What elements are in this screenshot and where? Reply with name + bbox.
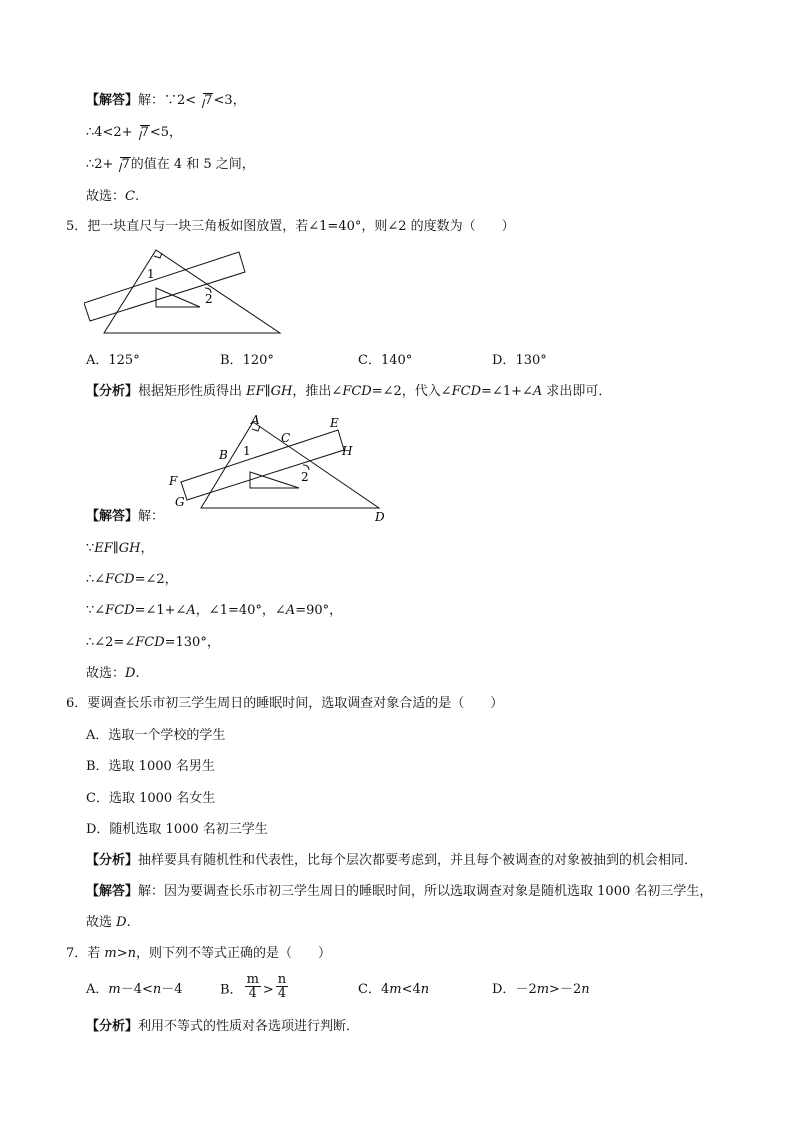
solution-label: 【解答】 — [86, 93, 139, 108]
fraction-n-over-4: $\frac{n}{4}$ — [277, 972, 287, 1001]
q4-choice-line: 故选：C. — [86, 189, 140, 204]
label-A: A — [251, 413, 260, 427]
option-a: A．125° — [86, 353, 140, 368]
math-text: ∵2< — [164, 93, 197, 108]
label-E: E — [330, 416, 339, 430]
analysis-label: 【分析】 — [86, 853, 139, 868]
q5-analysis: 【分析】根据矩形性质得出 EF∥GH，推出∠FCD=∠2，代入∠FCD=∠1+∠A 求出即可． — [86, 384, 612, 399]
solution-label: 【解答】 — [86, 884, 139, 899]
q6-choice-line: 故选 D. — [86, 915, 131, 930]
option-c: C．140° — [358, 353, 413, 368]
sqrt-symbol: 7 — [196, 92, 213, 110]
triangle-inner — [250, 472, 299, 488]
angle2-label: 2 — [301, 470, 309, 484]
label-H: H — [342, 444, 353, 458]
option-b: B． $\frac{m}{4}$ > $\frac{n}{4}$ — [220, 972, 287, 1001]
solution-label: 【解答】 — [86, 509, 139, 524]
q7-analysis: 【分析】利用不等式的性质对各选项进行判断． — [86, 1019, 360, 1034]
option-d: D．130° — [492, 353, 547, 368]
q5-options — [86, 352, 646, 372]
q5-choice-line: 故选：D. — [86, 666, 140, 681]
sqrt-symbol: 7 — [133, 124, 150, 142]
label-C: C — [281, 431, 291, 445]
q4-step-line: ∴4<2+ 7<5， — [86, 125, 183, 140]
angle1-label: 1 — [147, 267, 155, 281]
ruler-rect — [84, 252, 245, 321]
q7-options — [86, 972, 646, 1007]
q5-step-line: ∴∠FCD=∠2， — [86, 572, 178, 587]
label-D: D — [375, 510, 385, 522]
q4-step-line: ∴2+ 7的值在 4 和 5 之间， — [86, 157, 255, 172]
q6-stem: 6．要调查长乐市初三学生周日的睡眠时间，选取调查对象合适的是（ ） — [66, 696, 504, 711]
option-d: D．－2m>－2n — [492, 982, 590, 997]
solution-lead: 解： — [138, 93, 165, 108]
option-a: A．m－4<n－4 — [86, 982, 183, 997]
q6-analysis: 【分析】抽样要具有随机性和代表性，比每个层次都要考虑到，并且每个被调查的对象被抽到的机会相同． — [86, 853, 698, 868]
q5-step-line: ∵∠FCD=∠1+∠A，∠1=40°，∠A=90°， — [86, 603, 343, 618]
ruler-rect — [181, 430, 344, 500]
q6-option-a: A．选取一个学校的学生 — [86, 728, 226, 743]
q6-option-b: B．选取 1000 名男生 — [86, 759, 215, 774]
option-b: B．120° — [220, 353, 274, 368]
q7-stem: 7．若 m>n，则下列不等式正确的是（ ） — [66, 946, 332, 961]
label-G: G — [175, 495, 185, 509]
triangle-outer — [104, 250, 280, 333]
triangle-inner — [156, 288, 200, 307]
q4-solution-line — [86, 92, 246, 110]
q6-option-d: D．随机选取 1000 名初三学生 — [86, 822, 268, 837]
fraction-m-over-4: $\frac{m}{4}$ — [246, 972, 259, 1001]
label-B: B — [219, 448, 228, 462]
q6-solution: 【解答】解：因为要调查长乐市初三学生周日的睡眠时间，所以选取调查对象是随机选取 1000 名初三学生， — [86, 884, 713, 899]
sqrt-symbol: 7 — [113, 156, 130, 174]
q5-step-line: ∵EF∥GH， — [86, 541, 154, 556]
analysis-label: 【分析】 — [86, 384, 139, 399]
label-F: F — [169, 474, 178, 488]
angle2-label: 2 — [205, 292, 213, 306]
q6-option-c: C．选取 1000 名女生 — [86, 791, 216, 806]
option-c: C．4m<4n — [358, 982, 430, 997]
q5-figure-ruler-triangle — [84, 244, 290, 336]
q5-figure-labeled — [164, 410, 396, 522]
math-text: <3， — [213, 93, 246, 108]
analysis-label: 【分析】 — [86, 1019, 139, 1034]
angle1-label: 1 — [243, 444, 251, 458]
q5-step-line: ∴∠2=∠FCD=130°， — [86, 635, 220, 650]
q5-solution-line: 【解答】解： — [86, 509, 165, 524]
q5-stem: 5．把一块直尺与一块三角板如图放置，若∠1=40°，则∠2 的度数为（ ） — [66, 219, 515, 234]
